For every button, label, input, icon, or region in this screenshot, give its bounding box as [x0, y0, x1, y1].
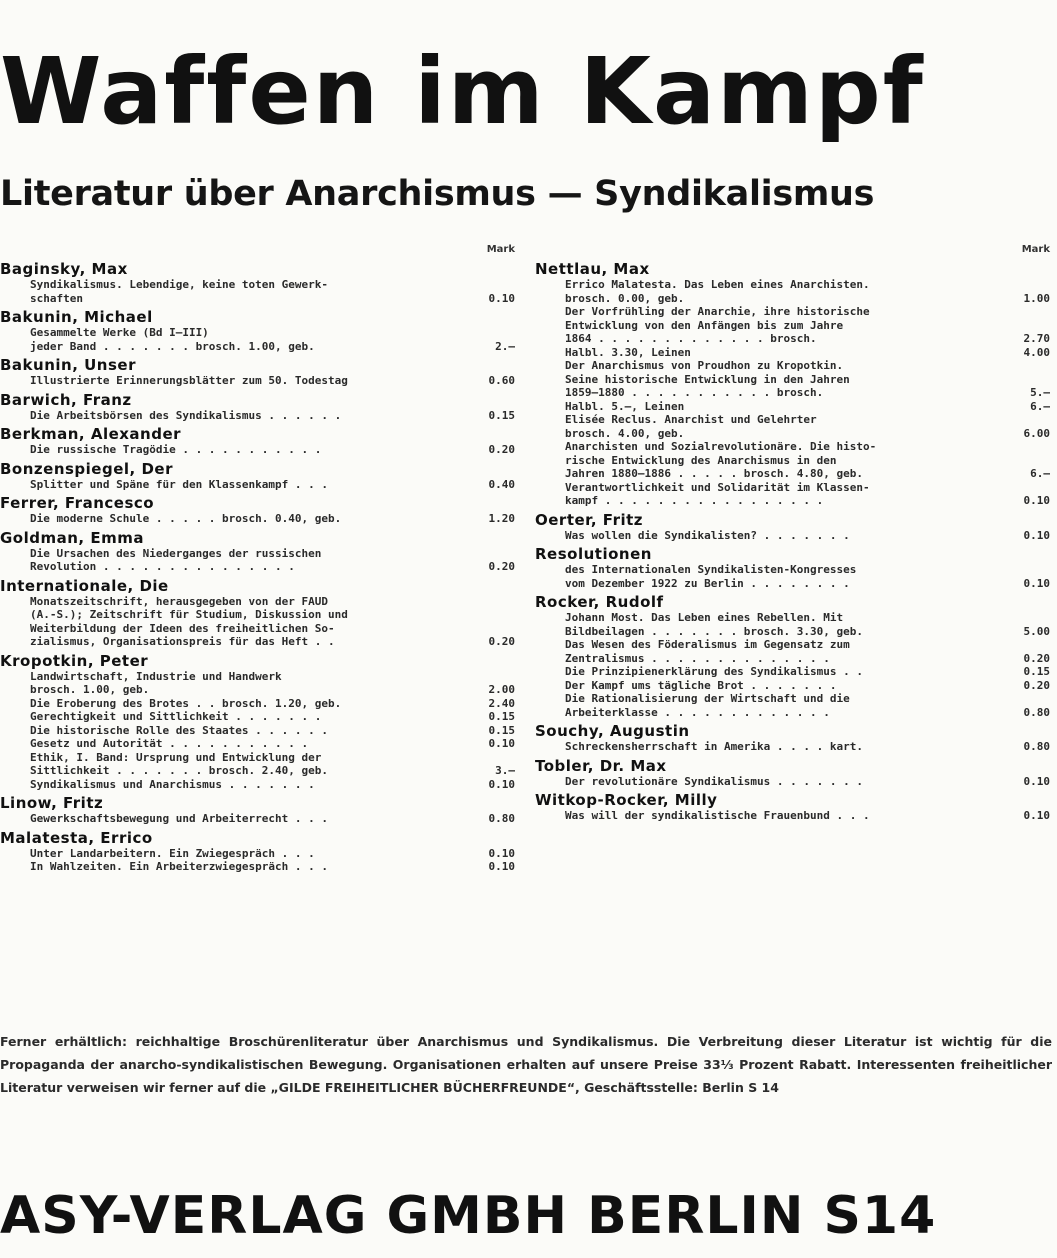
author-group — [0, 308, 515, 356]
mark-header: Mark — [1021, 244, 1050, 255]
author-group — [535, 260, 1050, 511]
author-name: Resolutionen — [535, 545, 652, 563]
author-name: Nettlau, Max — [535, 260, 650, 278]
author-name: Linow, Fritz — [0, 794, 104, 812]
book-entry — [0, 443, 515, 457]
book-entry — [535, 679, 1050, 693]
author-name: Baginsky, Max — [0, 260, 128, 278]
subtitle: Literatur über Anarchismus — Syndikalismus — [0, 174, 875, 214]
author-name: Tobler, Dr. Max — [535, 756, 667, 775]
book-title: Gerechtigkeit und Sittlichkeit . . . . . . . — [30, 710, 322, 723]
book-entry — [535, 359, 1050, 413]
book-price: 2.70 4.00 — [1023, 332, 1050, 359]
author-group — [0, 829, 515, 877]
book-title: Die historische Rolle des Staates . . . . . . — [30, 723, 329, 737]
book-price: 0.15 — [488, 723, 515, 737]
book-entry — [0, 724, 515, 738]
right-column — [535, 244, 1050, 826]
publisher-name: ASY-VERLAG GMBH BERLIN S14 — [0, 1186, 937, 1246]
author-group — [535, 757, 1050, 792]
book-price: 0.10 — [488, 777, 515, 791]
book-entry — [535, 563, 1050, 590]
book-title: Verantwortlichkeit und Solidarität im Klassen- kampf . . . . . . . . . . . . . . . . . — [565, 480, 870, 507]
book-title: Errico Malatesta. Das Leben eines Anarchisten. brosch. 0.00, geb. — [565, 278, 870, 305]
book-title: Syndikalismus. Lebendige, keine toten Gewerk- schaften — [30, 278, 329, 305]
book-entry — [535, 638, 1050, 665]
book-entry — [0, 778, 515, 792]
book-entry — [0, 374, 515, 388]
book-price: 2.00 — [488, 683, 515, 696]
book-entry — [535, 278, 1050, 305]
book-entry — [0, 751, 515, 778]
book-price: 2.— — [495, 339, 515, 353]
book-title: Der Vorfrühling der Anarchie, ihre historische Entwicklung von den Anfängen bis zum Jahre 1864 . . . . . . . . . . . . . brosch. Halbl. 3.30, Leinen — [565, 305, 870, 359]
headline: Waffen im Kampf — [0, 38, 925, 145]
book-entry — [0, 847, 515, 874]
author-group — [535, 545, 1050, 593]
author-name: Witkop-Rocker, Milly — [535, 791, 718, 809]
author-name: Barwich, Franz — [0, 390, 132, 409]
book-title: Was will der syndikalistische Frauenbund . . . — [565, 809, 870, 822]
book-entry — [0, 670, 515, 697]
book-title: Die Arbeitsbörsen des Syndikalismus . . . . . . — [30, 408, 342, 422]
author-group — [535, 593, 1050, 722]
author-group — [0, 391, 515, 426]
book-title: Landwirtschaft, Industrie und Handwerk brosch. 1.00, geb. — [30, 669, 282, 696]
book-title: Gewerkschaftsbewegung und Arbeiterrecht . . . — [30, 812, 329, 825]
book-title: Unter Landarbeitern. Ein Zwiegespräch . . . In Wahlzeiten. Ein Arbeiterzwiegespräch . . . — [30, 846, 329, 873]
book-price: 0.10 — [1023, 774, 1050, 788]
author-name: Ferrer, Francesco — [0, 494, 155, 512]
book-price: 6.— — [1030, 467, 1050, 480]
book-entry — [0, 409, 515, 423]
left-book-list — [0, 260, 515, 877]
book-entry — [0, 812, 515, 826]
book-price: 5.00 — [1023, 624, 1050, 638]
book-title: Anarchisten und Sozialrevolutionäre. Die histo- rische Entwicklung des Anarchismus in den Jahren 1880—1886 . . . . . brosch. 4.80, geb. — [565, 440, 877, 480]
book-price: 3.— — [495, 764, 515, 777]
author-group — [0, 577, 515, 652]
book-title: Was wollen die Syndikalisten? . . . . . . . — [565, 528, 850, 542]
footer-text: Ferner erhältlich: reichhaltige Broschürenliteratur über Anarchismus und Syndikalismus. Die Verbreitung dieser Literatur ist wichtig für die Propaganda der anarcho-syndikalistischen Bewegung. Organisationen erhalten auf unsere Preise 33⅓ Prozent Rabatt. Interessenten freiheitlicher Literatur verweisen wir ferner auf die „GILDE FREIHEITLICHER BÜCHERFREUNDE“, Geschäftsstelle: Berlin S 14 — [0, 1034, 1052, 1095]
book-price: 1.20 — [488, 512, 515, 525]
book-title: Gesammelte Werke (Bd I—III) jeder Band . . . . . . . brosch. 1.00, geb. — [30, 326, 315, 353]
book-entry — [535, 481, 1050, 508]
book-title: Syndikalismus und Anarchismus . . . . . . . — [30, 777, 315, 791]
book-title: Monatszeitschrift, herausgegeben von der FAUD (A.-S.); Zeitschrift für Studium, Diskussion und Weiterbildung der Ideen des freiheitlichen So- zialismus, Organisationspreis für das Heft . . — [30, 594, 348, 648]
book-entry — [535, 809, 1050, 823]
book-entry — [0, 547, 515, 574]
author-name: Internationale, Die — [0, 576, 169, 595]
book-price: 0.20 — [488, 635, 515, 648]
book-price: 1.00 — [1023, 291, 1050, 305]
book-entry — [535, 529, 1050, 543]
book-entry — [0, 710, 515, 724]
book-price: 0.10 — [488, 737, 515, 750]
book-price: 0.20 — [1023, 678, 1050, 692]
author-group — [0, 260, 515, 308]
book-price: 5.— 6.— — [1030, 386, 1050, 413]
book-price: 0.15 — [488, 408, 515, 422]
book-entry — [535, 665, 1050, 679]
book-price: 0.10 — [1023, 528, 1050, 542]
author-name: Goldman, Emma — [0, 528, 144, 547]
author-group — [0, 494, 515, 529]
book-price: 0.10 0.10 — [488, 846, 515, 873]
book-price: 0.10 — [488, 291, 515, 305]
book-price: 0.40 — [488, 477, 515, 491]
book-price: 0.80 — [1023, 740, 1050, 753]
book-price: 0.15 — [488, 710, 515, 723]
author-name: Souchy, Augustin — [535, 722, 690, 740]
book-entry — [535, 413, 1050, 440]
author-group — [0, 794, 515, 829]
book-price: 0.80 — [1023, 705, 1050, 719]
right-book-list — [535, 260, 1050, 826]
book-title: Splitter und Späne für den Klassenkampf . . . — [30, 477, 329, 491]
author-name: Rocker, Rudolf — [535, 593, 664, 611]
book-entry — [0, 737, 515, 751]
book-price: 0.20 — [488, 443, 515, 456]
author-group — [0, 652, 515, 795]
book-entry — [0, 278, 515, 305]
author-name: Malatesta, Errico — [0, 828, 153, 847]
book-title: Die Rationalisierung der Wirtschaft und die Arbeiterklasse . . . . . . . . . . . . . — [565, 692, 850, 719]
author-group — [0, 529, 515, 577]
mark-header: Mark — [486, 244, 515, 255]
book-entry — [0, 595, 515, 649]
book-entry — [0, 326, 515, 353]
book-entry — [0, 478, 515, 492]
book-price: 2.40 — [488, 696, 515, 710]
book-price: 0.10 — [1023, 809, 1050, 822]
book-title: Der Kampf ums tägliche Brot . . . . . . . — [565, 678, 837, 692]
book-title: Die russische Tragödie . . . . . . . . . . . — [30, 443, 322, 456]
author-group — [0, 356, 515, 391]
book-title: Die moderne Schule . . . . . brosch. 0.40, geb. — [30, 512, 342, 525]
book-entry — [535, 440, 1050, 481]
author-name: Berkman, Alexander — [0, 425, 182, 443]
book-title: Der revolutionäre Syndikalismus . . . . . . . — [565, 774, 864, 788]
book-entry — [535, 775, 1050, 789]
book-price: 0.20 — [1023, 651, 1050, 665]
book-title: Die Eroberung des Brotes . . brosch. 1.20, geb. — [30, 696, 342, 710]
book-title: Das Wesen des Föderalismus im Gegensatz zum Zentralismus . . . . . . . . . . . . . . — [565, 638, 850, 665]
author-name: Oerter, Fritz — [535, 510, 644, 529]
author-name: Bakunin, Unser — [0, 356, 136, 374]
author-name: Kropotkin, Peter — [0, 651, 149, 670]
author-group — [535, 511, 1050, 546]
book-price: 0.10 — [1023, 494, 1050, 507]
book-price: 0.10 — [1023, 576, 1050, 590]
book-title: Elisée Reclus. Anarchist und Gelehrter brosch. 4.00, geb. — [565, 413, 817, 440]
book-price: 0.20 — [488, 560, 515, 573]
author-group — [0, 425, 515, 460]
author-name: Bonzenspiegel, Der — [0, 459, 173, 478]
book-title: Johann Most. Das Leben eines Rebellen. Mit Bildbeilagen . . . . . . . brosch. 3.30, geb. — [565, 611, 864, 638]
book-entry — [535, 611, 1050, 638]
book-title: Die Ursachen des Niederganges der russischen Revolution . . . . . . . . . . . . . . . — [30, 546, 322, 573]
book-title: Der Anarchismus von Proudhon zu Kropotkin. Seine historische Entwicklung in den Jahren 1859—1880 . . . . . . . . . . . brosch. Halbl. 5.—, Leinen — [565, 359, 850, 413]
author-group — [0, 460, 515, 495]
book-entry — [535, 740, 1050, 754]
author-name: Bakunin, Michael — [0, 308, 153, 326]
left-column — [0, 244, 515, 877]
book-price: 6.00 — [1023, 426, 1050, 440]
book-title: Illustrierte Erinnerungsblätter zum 50. Todestag — [30, 374, 348, 387]
book-title: des Internationalen Syndikalisten-Kongresses vom Dezember 1922 zu Berlin . . . . . . . . — [565, 563, 857, 590]
author-group — [535, 791, 1050, 826]
book-price: 0.60 — [488, 374, 515, 387]
book-entry — [535, 305, 1050, 359]
book-entry — [0, 512, 515, 526]
book-title: Schreckensherrschaft in Amerika . . . . kart. — [565, 740, 864, 753]
book-entry — [535, 692, 1050, 719]
book-title: Die Prinzipienerklärung des Syndikalismus . . — [565, 665, 864, 678]
book-title: Gesetz und Autorität . . . . . . . . . . . — [30, 737, 309, 750]
book-price: 0.15 — [1023, 665, 1050, 678]
book-price: 0.80 — [488, 812, 515, 825]
book-entry — [0, 697, 515, 711]
book-title: Ethik, I. Band: Ursprung und Entwicklung der Sittlichkeit . . . . . . . brosch. 2.40, geb. — [30, 750, 329, 777]
author-group — [535, 722, 1050, 757]
